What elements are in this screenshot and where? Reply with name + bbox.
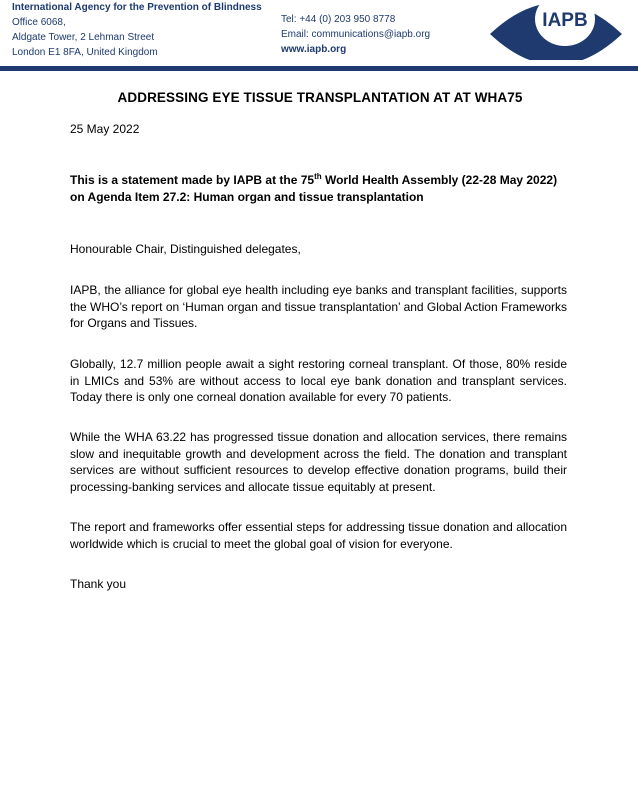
telephone: Tel: +44 (0) 203 950 8778	[281, 14, 396, 25]
header-divider	[0, 66, 638, 71]
iapb-eye-logo	[486, 0, 626, 60]
statement-part-1: This is a statement made by IAPB at the 75	[70, 173, 315, 187]
letterhead	[0, 0, 638, 66]
paragraph-4: The report and frameworks offer essential steps for addressing tissue donation and allocation worldwide which is crucial to meet the global goal of vision for everyone.	[70, 520, 567, 551]
email-address: Email: communications@iapb.org	[281, 29, 431, 40]
contact-details	[281, 12, 430, 57]
closing-line: Thank you	[70, 577, 127, 591]
paragraph-1: IAPB, the alliance for global eye health including eye banks and transplant facilities, supports the WHO’s report on ‘Human organ and tissue transplantation’ and Global Action Frameworks for Organs and Tissues.	[70, 283, 567, 330]
organization-address	[12, 0, 262, 60]
logo-text: IAPB	[542, 10, 588, 31]
statement-intro	[70, 172, 570, 205]
organization-name: International Agency for the Prevention of Blindness	[12, 2, 262, 13]
address-line-1: Office 6068,	[12, 17, 66, 28]
address-line-2: Aldgate Tower, 2 Lehman Street	[12, 32, 155, 43]
greeting: Honourable Chair, Distinguished delegates,	[70, 242, 301, 256]
document-date: 25 May 2022	[70, 122, 140, 136]
address-line-3: London E1 8FA, United Kingdom	[12, 47, 158, 58]
website-link[interactable]: www.iapb.org	[281, 44, 347, 55]
paragraph-2: Globally, 12.7 million people await a sight restoring corneal transplant. Of those, 80% reside in LMICs and 53% are without access to local eye bank donation and transplant services. Today there is only one corneal donation available for every 70 patients.	[70, 357, 567, 404]
statement-part-2: World Health Assembly (22-28 May 2022) on Agenda Item 27.2: Human organ and tissue transplantation	[70, 173, 558, 204]
document-title: ADDRESSING EYE TISSUE TRANSPLANTATION AT AT WHA75	[117, 90, 523, 105]
statement-superscript: th	[314, 172, 322, 181]
paragraph-3: While the WHA 63.22 has progressed tissue donation and allocation services, there remains slow and inequitable growth and development across the field. The donation and transplant services are without sufficient resources to develop effective donation programs, build their processing-banking services and allocate tissue equitably at present.	[70, 430, 567, 494]
